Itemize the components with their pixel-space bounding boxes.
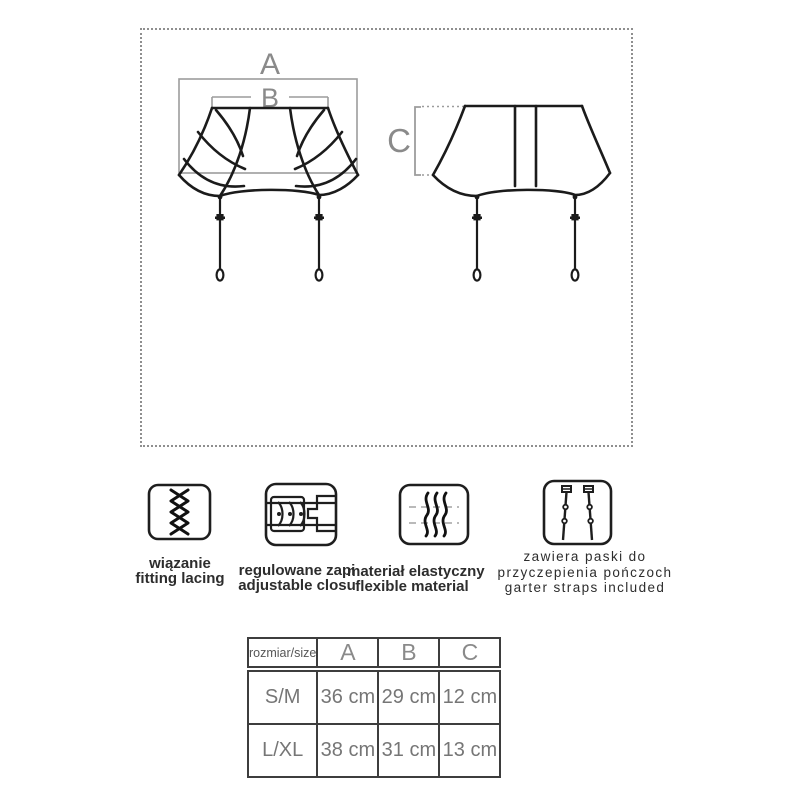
- feature-text: flexible material: [355, 578, 469, 595]
- value-cell: 31 cm: [378, 724, 439, 777]
- measure-label-c: C: [387, 122, 411, 159]
- measurement-diagram-box: [140, 28, 633, 447]
- closure-icon: [264, 482, 338, 552]
- feature-label-garter-straps: [490, 549, 680, 596]
- feature-text: adjustable closu: [238, 577, 356, 594]
- value-cell: 36 cm: [317, 669, 378, 724]
- size-table: [247, 637, 501, 778]
- value-cell: 29 cm: [378, 669, 439, 724]
- feature-label-elastic: [347, 563, 485, 595]
- garter-belt-back-view: [433, 106, 610, 196]
- measure-label-b: B: [260, 83, 280, 113]
- feature-text: fitting lacing: [135, 570, 225, 587]
- garter-straps-icon: [542, 479, 613, 551]
- size-table-header-a: A: [317, 638, 378, 669]
- lacing-icon: [147, 483, 212, 546]
- table-row: [248, 724, 500, 777]
- feature-text: garter straps included: [504, 580, 666, 595]
- feature-text: regulowane zapi: [238, 562, 356, 579]
- feature-text: zawiera paski do: [523, 549, 647, 564]
- size-cell: L/XL: [248, 724, 317, 777]
- size-table-header-row: [248, 638, 500, 669]
- measure-label-a: A: [259, 48, 281, 81]
- garter-belt-front-view: [179, 108, 358, 196]
- table-row: [248, 669, 500, 724]
- size-table-header-c: C: [439, 638, 500, 669]
- feature-label-closure: [227, 563, 367, 593]
- size-cell: S/M: [248, 669, 317, 724]
- feature-text: materiał elastyczny: [347, 563, 485, 580]
- value-cell: 12 cm: [439, 669, 500, 724]
- size-table-header-size: rozmiar/size: [248, 638, 317, 669]
- feature-text: wiązanie: [149, 555, 211, 572]
- elastic-icon: [398, 483, 470, 551]
- garter-straps: [215, 195, 580, 281]
- size-table-header-b: B: [378, 638, 439, 669]
- value-cell: 13 cm: [439, 724, 500, 777]
- garter-belt-diagram: [140, 28, 633, 447]
- feature-text: przyczepienia pończoch: [497, 564, 673, 580]
- value-cell: 38 cm: [317, 724, 378, 777]
